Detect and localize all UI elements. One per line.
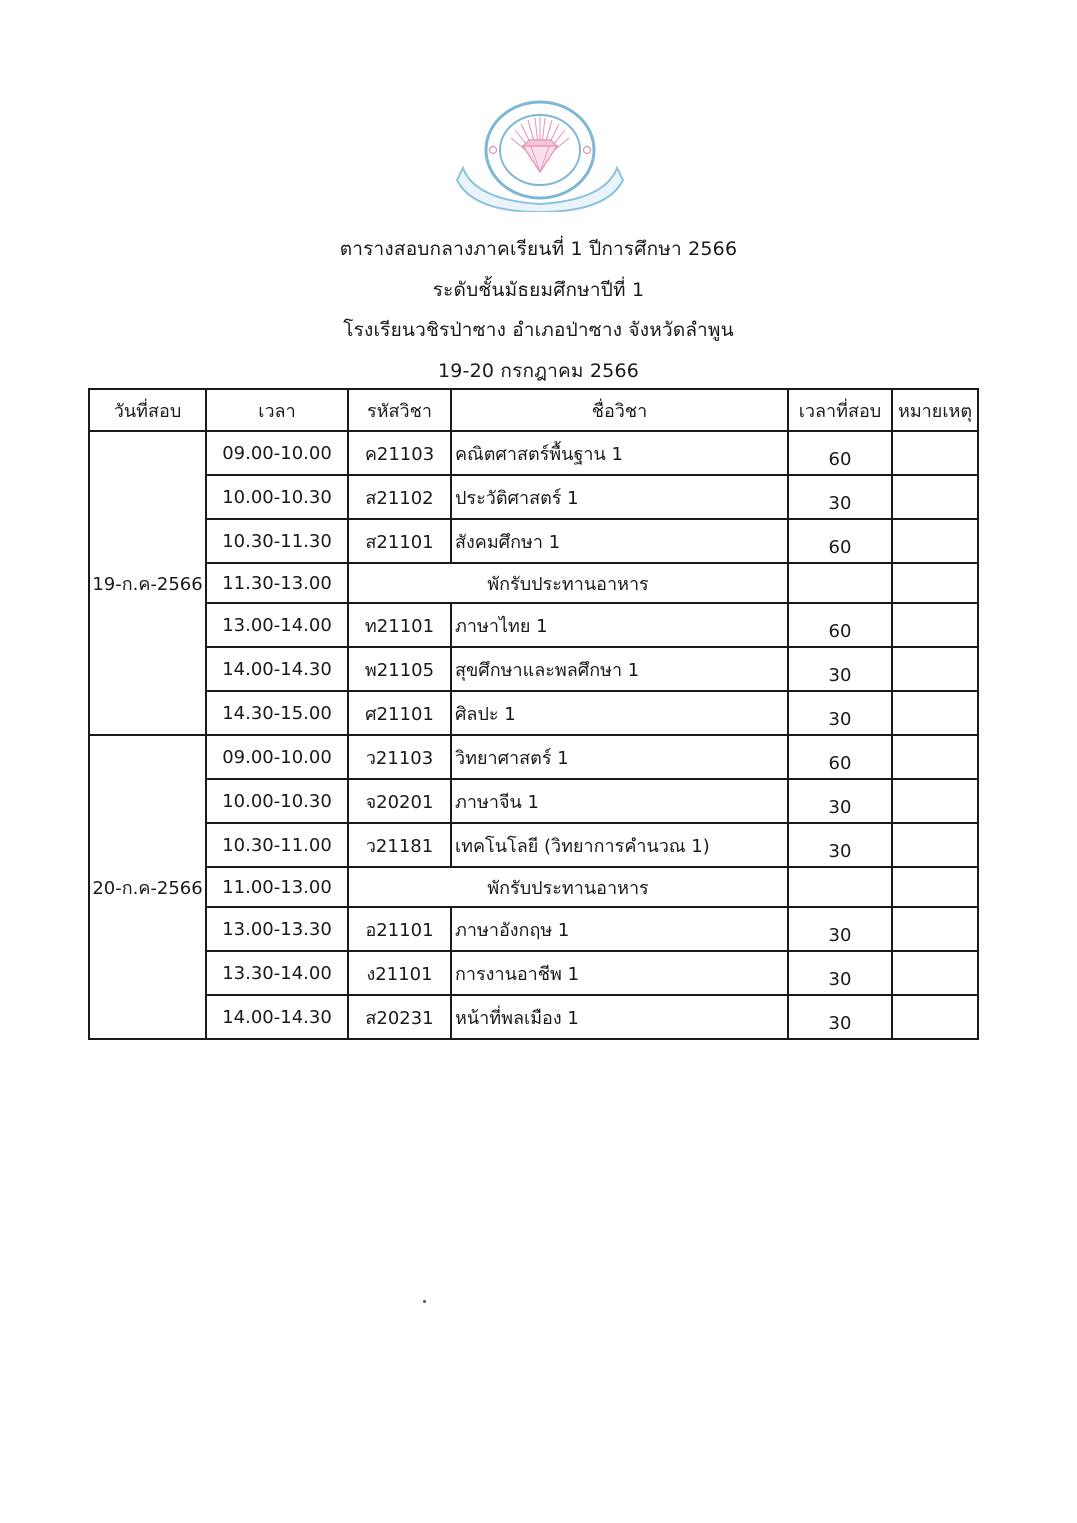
- duration-cell: 30: [788, 647, 892, 691]
- remarks-cell: [892, 475, 978, 519]
- duration-cell: 60: [788, 519, 892, 563]
- duration-cell: 30: [788, 907, 892, 951]
- duration-cell: 60: [788, 431, 892, 475]
- subject-code-cell: ว21181: [348, 823, 451, 867]
- table-row: [89, 779, 978, 823]
- exam-dates: 19-20 กรกฎาคม 2566: [437, 360, 640, 382]
- subject-code-cell: ง21101: [348, 951, 451, 995]
- school-emblem-icon: [455, 100, 625, 212]
- exam-date-cell: [89, 431, 206, 735]
- duration-cell: 30: [788, 691, 892, 735]
- time-cell: 13.30-14.00: [206, 951, 348, 995]
- exam-date: 20-ก.ค-2566: [92, 877, 203, 899]
- time-cell: 14.00-14.30: [206, 995, 348, 1039]
- subject-code-cell: ค21103: [348, 431, 451, 475]
- time-cell: 13.00-13.30: [206, 907, 348, 951]
- time-cell: 10.00-10.30: [206, 779, 348, 823]
- time-cell: 09.00-10.00: [206, 735, 348, 779]
- subject-name-cell: วิทยาศาสตร์ 1: [451, 735, 788, 779]
- time-cell: 10.30-11.30: [206, 519, 348, 563]
- subject-name-cell: ภาษาไทย 1: [451, 603, 788, 647]
- remarks-cell: [892, 563, 978, 603]
- lunch-break-cell: พักรับประทานอาหาร: [348, 867, 788, 907]
- subject-code-cell: ส21101: [348, 519, 451, 563]
- time-cell: 14.30-15.00: [206, 691, 348, 735]
- duration-cell: 60: [788, 735, 892, 779]
- duration-cell: 30: [788, 951, 892, 995]
- subject-name-cell: สังคมศึกษา 1: [451, 519, 788, 563]
- header-subject-name: ชื่อวิชา: [451, 389, 788, 431]
- subject-name-cell: สุขศึกษาและพลศึกษา 1: [451, 647, 788, 691]
- header-exam-date: วันที่สอบ: [89, 389, 206, 431]
- time-cell: 14.00-14.30: [206, 647, 348, 691]
- remarks-cell: [892, 907, 978, 951]
- subject-name-cell: ภาษาอังกฤษ 1: [451, 907, 788, 951]
- table-row: [89, 907, 978, 951]
- exam-date-cell: [89, 735, 206, 1039]
- table-row-break: [89, 563, 978, 603]
- school-logo: [455, 100, 625, 212]
- header-subject-code: รหัสวิชา: [348, 389, 451, 431]
- table-row: [89, 823, 978, 867]
- subject-name-cell: ภาษาจีน 1: [451, 779, 788, 823]
- subject-name-cell: หน้าที่พลเมือง 1: [451, 995, 788, 1039]
- duration-cell: [788, 867, 892, 907]
- table-row: [89, 475, 978, 519]
- table-row: [89, 647, 978, 691]
- remarks-cell: [892, 995, 978, 1039]
- table-row: [89, 603, 978, 647]
- header-exam-duration: เวลาที่สอบ: [788, 389, 892, 431]
- time-cell: 11.30-13.00: [206, 563, 348, 603]
- subject-code-cell: ท21101: [348, 603, 451, 647]
- time-cell: 10.30-11.00: [206, 823, 348, 867]
- duration-cell: [788, 563, 892, 603]
- table-row: [89, 691, 978, 735]
- subject-name-cell: ศิลปะ 1: [451, 691, 788, 735]
- scan-speck: [423, 1300, 426, 1303]
- grade-level: ระดับชั้นมัธยมศึกษาปีที่ 1: [432, 279, 645, 301]
- remarks-cell: [892, 823, 978, 867]
- remarks-cell: [892, 951, 978, 995]
- remarks-cell: [892, 647, 978, 691]
- remarks-cell: [892, 691, 978, 735]
- subject-code-cell: จ20201: [348, 779, 451, 823]
- time-cell: 13.00-14.00: [206, 603, 348, 647]
- time-cell: 11.00-13.00: [206, 867, 348, 907]
- remarks-cell: [892, 603, 978, 647]
- subject-code-cell: ศ21101: [348, 691, 451, 735]
- exam-date: 19-ก.ค-2566: [92, 573, 203, 595]
- subject-name-cell: เทคโนโลยี (วิทยาการคำนวณ 1): [451, 823, 788, 867]
- subject-code-cell: อ21101: [348, 907, 451, 951]
- subject-code-cell: ส20231: [348, 995, 451, 1039]
- time-cell: 10.00-10.30: [206, 475, 348, 519]
- subject-code-cell: ว21103: [348, 735, 451, 779]
- lunch-break-cell: พักรับประทานอาหาร: [348, 563, 788, 603]
- duration-cell: 60: [788, 603, 892, 647]
- subject-code-cell: ส21102: [348, 475, 451, 519]
- school-location: โรงเรียนวชิรป่าซาง อำเภอป่าซาง จังหวัดลำพูน: [343, 319, 734, 341]
- exam-schedule-table: [88, 388, 979, 1040]
- remarks-cell: [892, 431, 978, 475]
- duration-cell: 30: [788, 779, 892, 823]
- remarks-cell: [892, 867, 978, 907]
- header-time: เวลา: [206, 389, 348, 431]
- table-row: [89, 735, 978, 779]
- table-row-break: [89, 867, 978, 907]
- document-title: ตารางสอบกลางภาคเรียนที่ 1 ปีการศึกษา 2566: [339, 238, 738, 260]
- table-row: [89, 519, 978, 563]
- remarks-cell: [892, 519, 978, 563]
- subject-name-cell: ประวัติศาสตร์ 1: [451, 475, 788, 519]
- table-row: [89, 995, 978, 1039]
- duration-cell: 30: [788, 995, 892, 1039]
- remarks-cell: [892, 735, 978, 779]
- subject-code-cell: พ21105: [348, 647, 451, 691]
- table-body: [89, 431, 978, 1039]
- table-row: [89, 431, 978, 475]
- subject-name-cell: การงานอาชีพ 1: [451, 951, 788, 995]
- time-cell: 09.00-10.00: [206, 431, 348, 475]
- duration-cell: 30: [788, 823, 892, 867]
- duration-cell: 30: [788, 475, 892, 519]
- remarks-cell: [892, 779, 978, 823]
- table-row: [89, 951, 978, 995]
- header-remarks: หมายเหตุ: [892, 389, 978, 431]
- table-header-row: [89, 389, 978, 431]
- subject-name-cell: คณิตศาสตร์พื้นฐาน 1: [451, 431, 788, 475]
